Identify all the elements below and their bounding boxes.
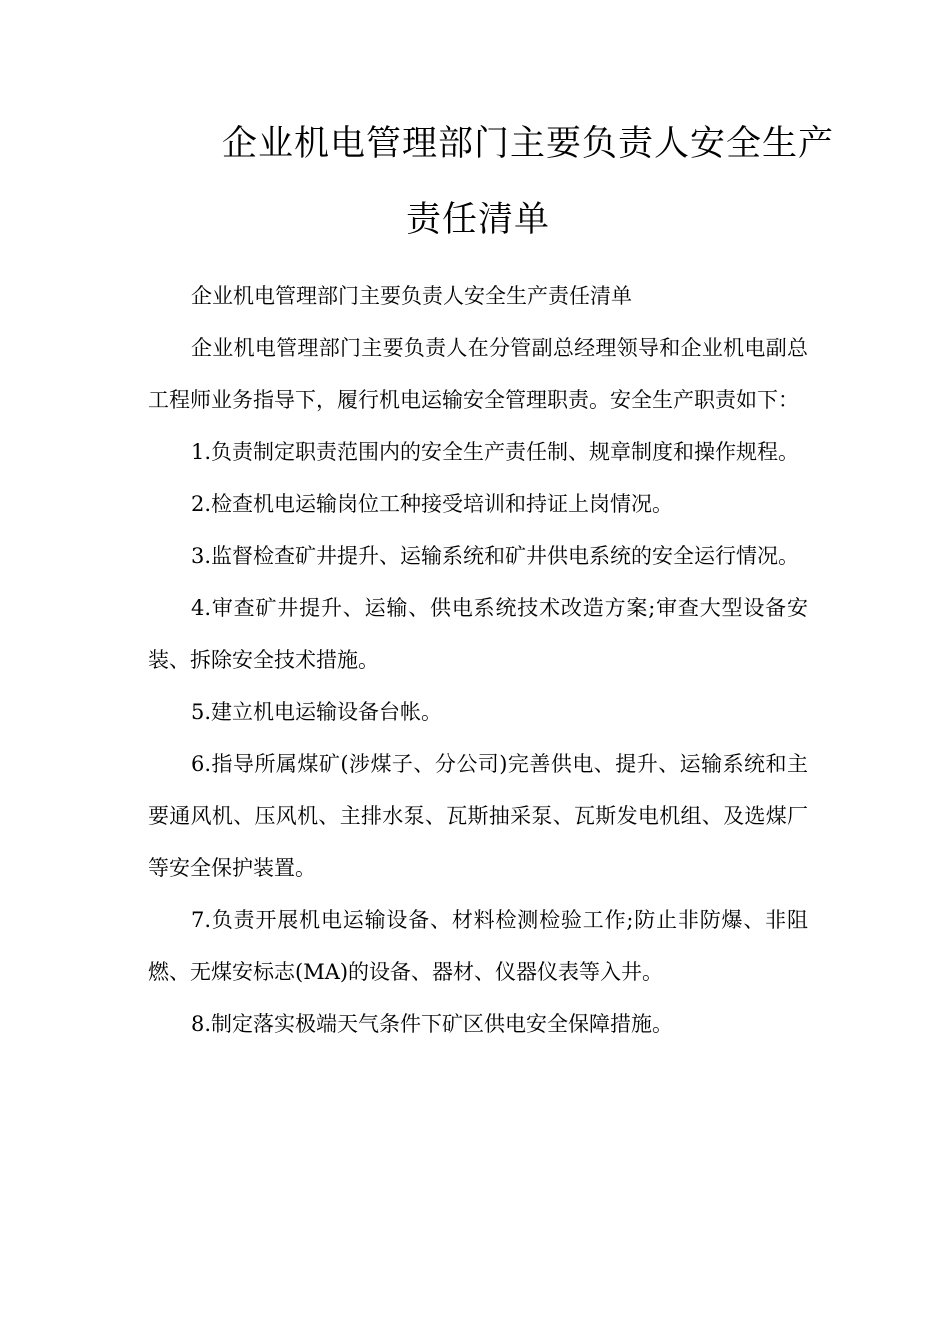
paragraph-item-8: 8.制定落实极端天气条件下矿区供电安全保障措施。	[191, 1012, 674, 1036]
paragraph-item-2: 2.检查机电运输岗位工种接受培训和持证上岗情况。	[191, 492, 674, 516]
paragraph-item-4: 4.审查矿井提升、运输、供电系统技术改造方案;审查大型设备安装、拆除安全技术措施。	[148, 596, 808, 672]
paragraph-subtitle: 企业机电管理部门主要负责人安全生产责任清单	[191, 284, 632, 308]
paragraph-item-7: 7.负责开展机电运输设备、材料检测检验工作;防止非防爆、非阻燃、无煤安标志(MA)的设备、器材、仪器仪表等入井。	[148, 908, 808, 984]
document-body	[148, 270, 808, 1050]
paragraph-item-1: 1.负责制定职责范围内的安全生产责任制、规章制度和操作规程。	[191, 440, 800, 464]
paragraph-item-5: 5.建立机电运输设备台帐。	[191, 700, 443, 724]
document-title-line-2: 责任清单	[405, 200, 550, 240]
paragraph-item-6: 6.指导所属煤矿(涉煤子、分公司)完善供电、提升、运输系统和主要通风机、压风机、主排水泵、瓦斯抽采泵、瓦斯发电机组、及选煤厂等安全保护装置。	[148, 752, 808, 880]
paragraph-item-3: 3.监督检查矿井提升、运输系统和矿井供电系统的安全运行情况。	[191, 544, 800, 568]
paragraph-intro: 企业机电管理部门主要负责人在分管副总经理领导和企业机电副总工程师业务指导下，履行机电运输安全管理职责。安全生产职责如下：	[148, 336, 808, 412]
document-title-line-1: 企业机电管理部门主要负责人安全生产	[222, 124, 835, 164]
